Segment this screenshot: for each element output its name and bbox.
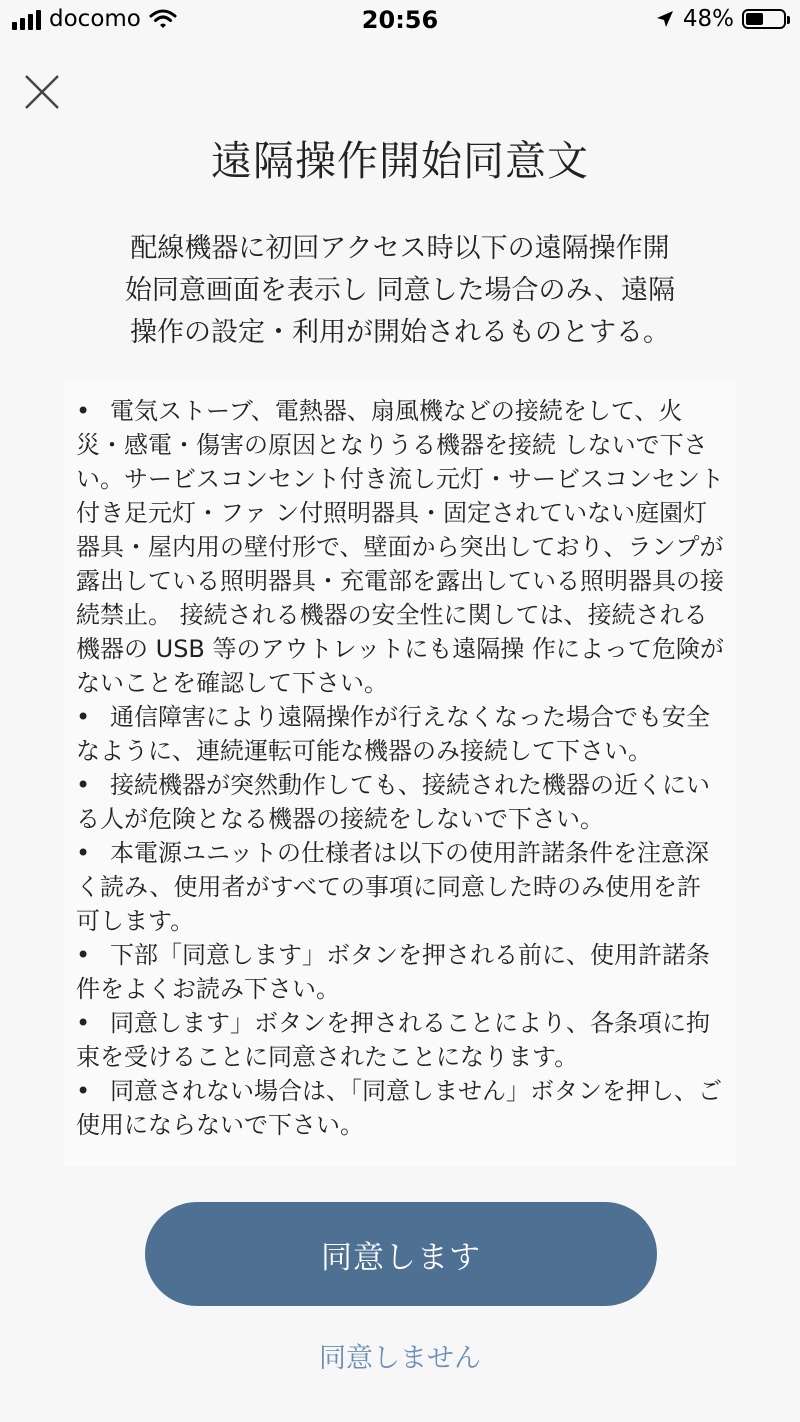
- terms-box[interactable]: [64, 382, 736, 1166]
- term-text: 電気ストーブ、電熱器、扇風機などの接続をして、火災・感電・傷害の原因となりうる機器を接続 しないで下さい。サービスコンセント付き流し元灯・サービスコンセント付き足元灯・ファ ン付照明器具・固定されていない庭園灯器具・屋内用の壁付形で、壁面から突出しており、ランプが露出している照明器具・充電部を露出している照明器具の接続禁止。 接続される機器の安全性に関しては、接続される機器の USB 等のアウトレットにも遠隔操 作によって危険がないことを確認して下さい。: [76, 397, 724, 697]
- term-text: 下部「同意します」ボタンを押される前に、使用許諾条件をよくお読み下さい。: [76, 941, 710, 1003]
- term-item: [76, 1074, 724, 1142]
- close-button[interactable]: [22, 72, 62, 112]
- term-item: [76, 938, 724, 1006]
- term-text: 接続機器が突然動作しても、接続された機器の近くにいる人が危険となる機器の接続をしないで下さい。: [76, 771, 710, 833]
- intro-line: 配線機器に初回アクセス時以下の遠隔操作開: [130, 233, 670, 264]
- carrier-label: docomo: [49, 6, 141, 32]
- term-text: 同意されない場合は、「同意しません」ボタンを押し、ご使用にならないで下さい。: [76, 1077, 722, 1139]
- term-text: 通信障害により遠隔操作が行えなくなった場合でも安全なように、連続運転可能な機器のみ接続して下さい。: [76, 703, 710, 765]
- page-title: 遠隔操作開始同意文: [211, 137, 589, 185]
- bullet-icon: •: [76, 771, 91, 799]
- term-text: 本電源ユニットの仕様者は以下の使用許諾条件を注意深く読み、使用者がすべての事項に同意した時のみ使用を許可します。: [76, 839, 710, 935]
- battery-percent: 48%: [682, 6, 734, 32]
- bullet-icon: •: [76, 703, 91, 731]
- term-item: [76, 394, 724, 700]
- intro-line: 始同意画面を表示し 同意した場合のみ、遠隔: [124, 275, 676, 306]
- intro-text: [92, 228, 708, 354]
- disagree-link[interactable]: 同意しません: [319, 1343, 481, 1374]
- bullet-icon: •: [76, 941, 91, 969]
- term-item: [76, 1006, 724, 1074]
- agree-button[interactable]: 同意します: [145, 1202, 657, 1306]
- intro-line: 操作の設定・利用が開始されるものとする。: [130, 317, 670, 348]
- term-text: 同意します」ボタンを押されることにより、各条項に拘束を受けることに同意されたことになります。: [76, 1009, 710, 1071]
- status-bar: [0, 0, 800, 40]
- bullet-icon: •: [76, 839, 91, 867]
- status-right: [655, 6, 786, 32]
- term-item: [76, 836, 724, 938]
- battery-icon: [742, 9, 786, 29]
- battery-fill: [746, 13, 763, 25]
- term-item: [76, 700, 724, 768]
- bullet-icon: •: [76, 1077, 91, 1105]
- term-item: [76, 768, 724, 836]
- bullet-icon: •: [76, 397, 91, 425]
- close-icon: [22, 72, 62, 112]
- status-time: 20:56: [361, 6, 439, 34]
- bullet-icon: •: [76, 1009, 91, 1037]
- location-arrow-icon: [655, 9, 675, 29]
